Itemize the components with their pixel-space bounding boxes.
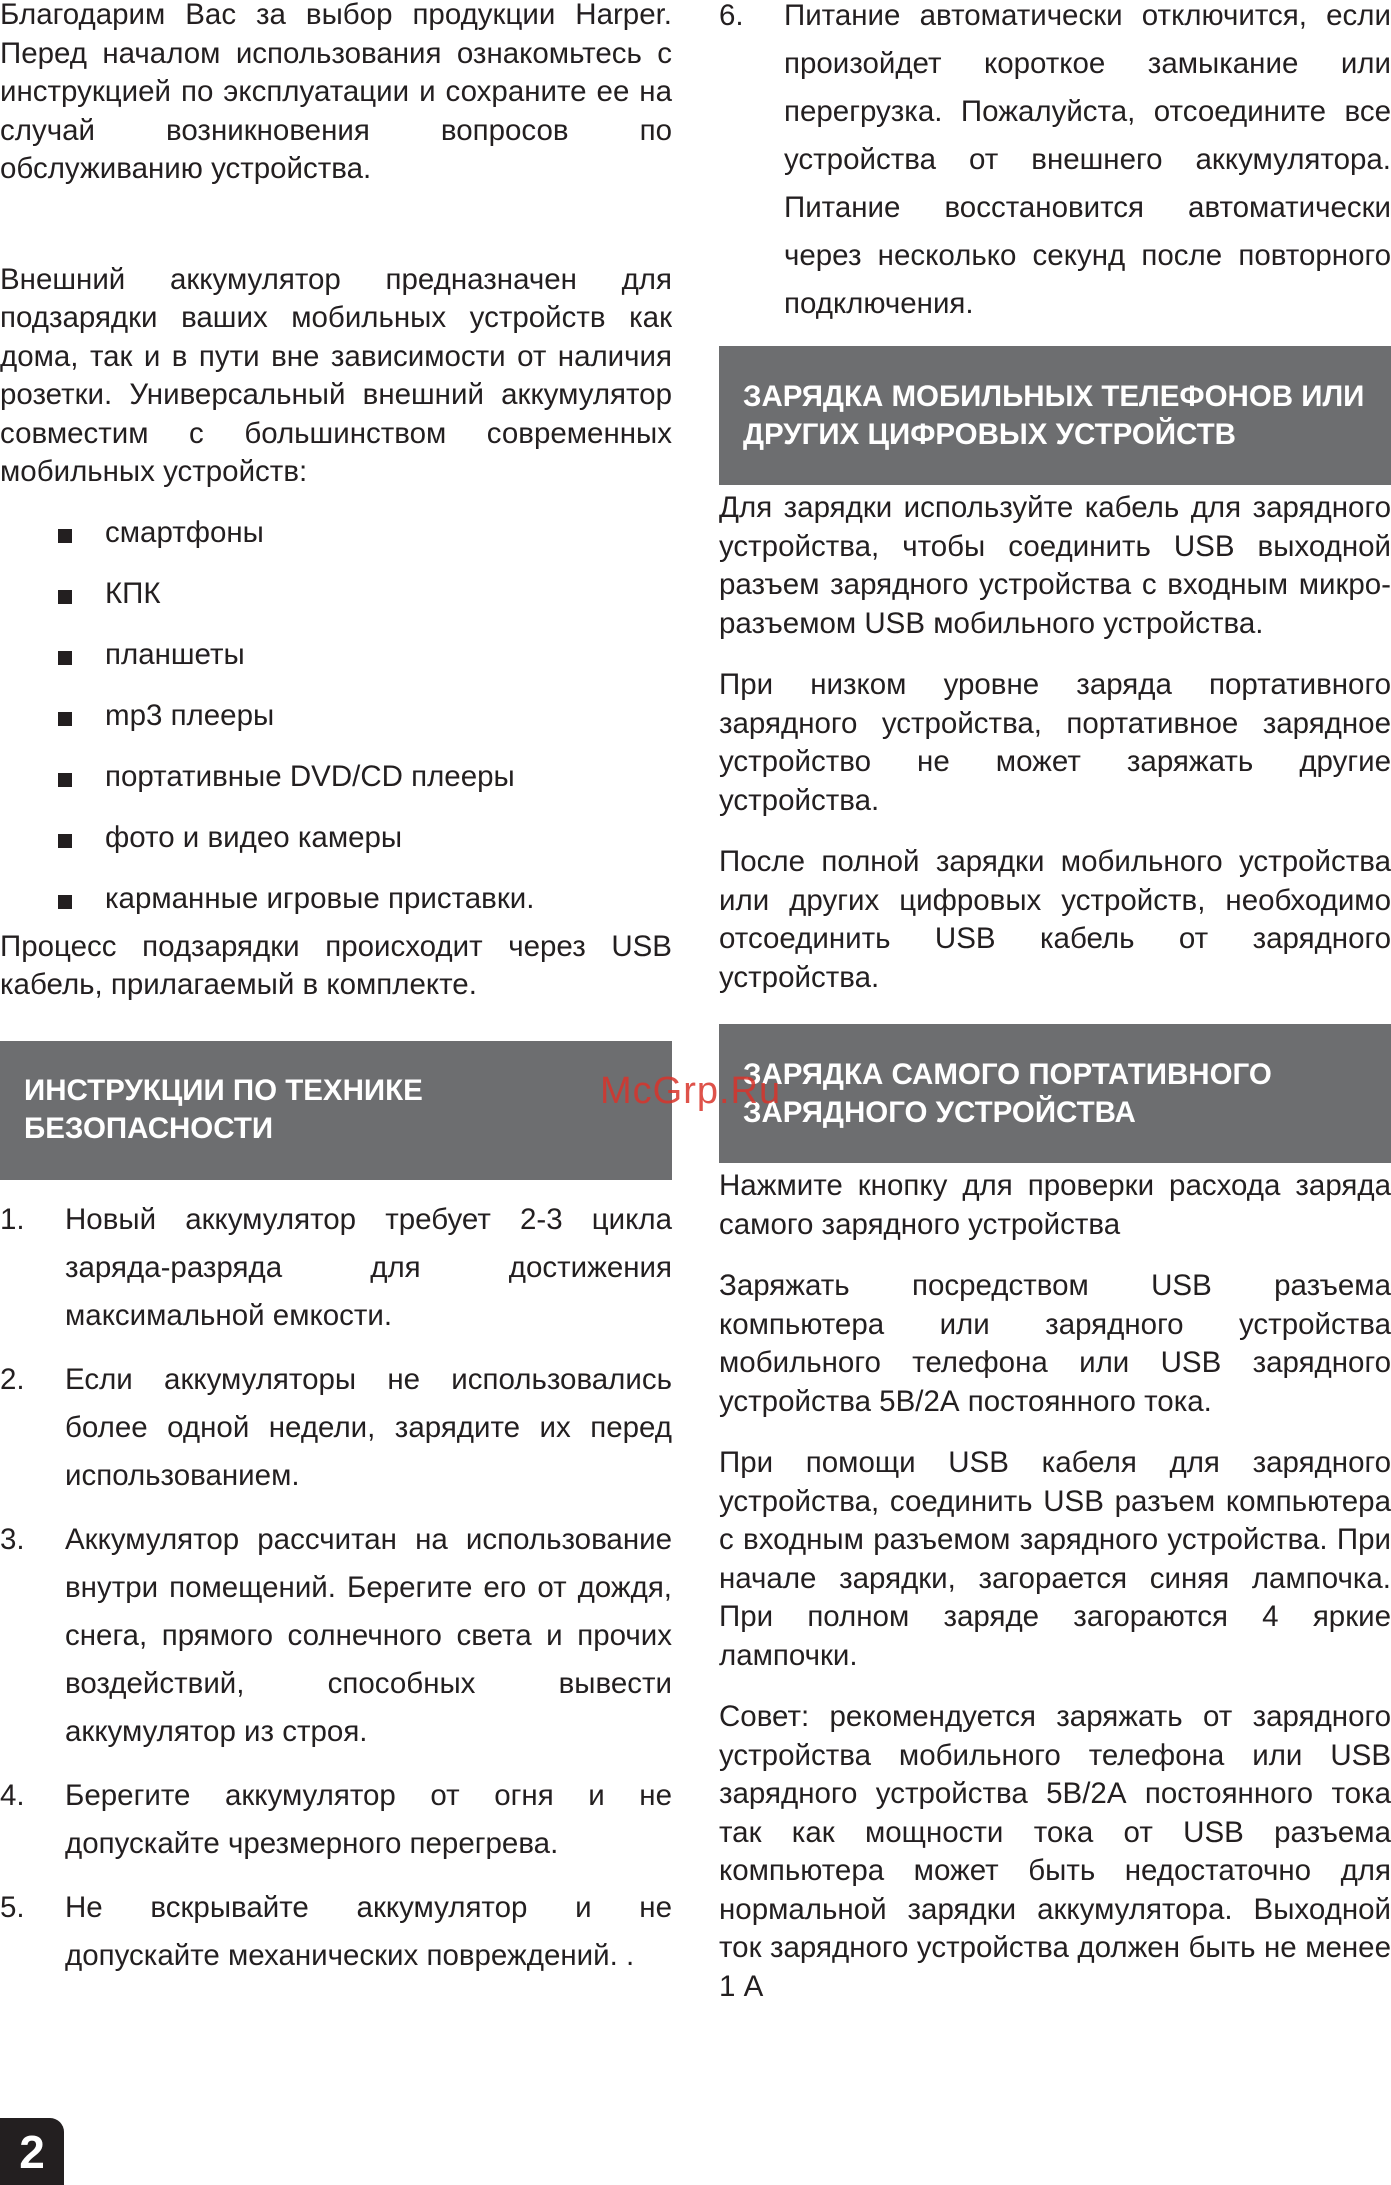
bullet-square-icon [58,529,72,543]
charging-devices-heading: ЗАРЯДКА МОБИЛЬНЫХ ТЕЛЕФОНОВ ИЛИ ДРУГИХ ЦИФРОВЫХ УСТРОЙСТВ [719,346,1391,485]
watermark: McGrp.Ru [600,1070,782,1112]
safety-instructions-list-continued [719,0,1391,328]
list-item: 1. Новый аккумулятор требует 2-3 цикла заряда-разряда для достижения максимальной емкости. [0,1202,672,1332]
charging-devices-paragraph: При низком уровне заряда портативного зарядного устройства, портативное зарядное устройство не может заряжать другие устройства. [719,668,1391,817]
safety-heading: ИНСТРУКЦИИ ПО ТЕХНИКЕ БЕЗОПАСНОСТИ [0,1041,672,1180]
list-item: mp3 плееры [0,697,672,758]
charging-self-paragraph: Нажмите кнопку для проверки расхода заряда самого зарядного устройства [719,1169,1391,1241]
bullet-square-icon [58,895,72,909]
left-column [0,0,672,1980]
charging-self-paragraph: При помощи USB кабеля для зарядного устройства, соединить USB разъем компьютера с входным разъемом зарядного устройства. При начале зарядки, загорается синяя лампочка. При полном заряде загораются 4 яркие лампочки. [719,1446,1391,1672]
safety-instructions-list [0,1196,672,1980]
list-item: смартфоны [0,514,672,575]
list-item: портативные DVD/CD плееры [0,758,672,819]
charging-self-heading: ЗАРЯДКА САМОГО ПОРТАТИВНОГО ЗАРЯДНОГО УСТРОЙСТВА [719,1024,1391,1163]
usb-cable-note: Процесс подзарядки происходит через USB кабель, прилагаемый в комплекте. [0,929,672,1001]
right-column [719,0,1391,2006]
list-item: 5. Не вскрывайте аккумулятор и не допускайте механических повреждений. . [0,1890,672,1972]
bullet-square-icon [58,773,72,787]
page-number: 2 [0,2118,64,2185]
intro-paragraph: Благодарим Вас за выбор продукции Harper. Перед началом использования ознакомьтесь с инструкцией по эксплуатации и сохраните ее на случай возникновения вопросов по обслуживанию устройства. [0,0,672,185]
list-item: фото и видео камеры [0,819,672,880]
accumulator-description: Внешний аккумулятор предназначен для подзарядки ваших мобильных устройств как дома, так и в пути вне зависимости от наличия розетки. Универсальный внешний аккумулятор совместим с большинством современных мобильных устройств: [0,262,672,488]
list-item: карманные игровые приставки. [0,880,672,924]
list-item: 4. Берегите аккумулятор от огня и не допускайте чрезмерного перегрева. [0,1778,672,1860]
bullet-square-icon [58,590,72,604]
list-item: КПК [0,575,672,636]
bullet-square-icon [58,651,72,665]
list-item: 6. Питание автоматически отключится, если произойдет короткое замыкание или перегрузка. Пожалуйста, отсоедините все устройства от внешнего аккумулятора. Питание восстановится автоматически через несколько секунд после повторного подключения. [719,0,1391,320]
bullet-square-icon [58,712,72,726]
charging-devices-paragraph: После полной зарядки мобильного устройства или других цифровых устройств, необходимо отсоединить USB кабель от зарядного устройства. [719,845,1391,994]
bullet-square-icon [58,834,72,848]
charging-self-paragraph: Заряжать посредством USB разъема компьютера или зарядного устройства мобильного телефона или USB зарядного устройства 5В/2А постоянного тока. [719,1269,1391,1418]
list-item: 2. Если аккумуляторы не использовались более одной недели, зарядите их перед использованием. [0,1362,672,1492]
device-list [0,514,672,924]
charging-tip-paragraph: Совет: рекомендуется заряжать от зарядного устройства мобильного телефона или USB зарядного устройства 5В/2А постоянного тока так как мощности тока от USB разъема компьютера может быть недостаточно для нормальной зарядки аккумулятора. Выходной ток зарядного устройства должен быть не менее 1 А [719,1700,1391,2003]
list-item: планшеты [0,636,672,697]
list-item: 3. Аккумулятор рассчитан на использование внутри помещений. Берегите его от дождя, снега, прямого солнечного света и прочих воздействий, способных вывести аккумулятор из строя. [0,1522,672,1748]
charging-devices-paragraph: Для зарядки используйте кабель для зарядного устройства, чтобы соединить USB выходной разъем зарядного устройства с входным микро-разъемом USB мобильного устройства. [719,491,1391,640]
